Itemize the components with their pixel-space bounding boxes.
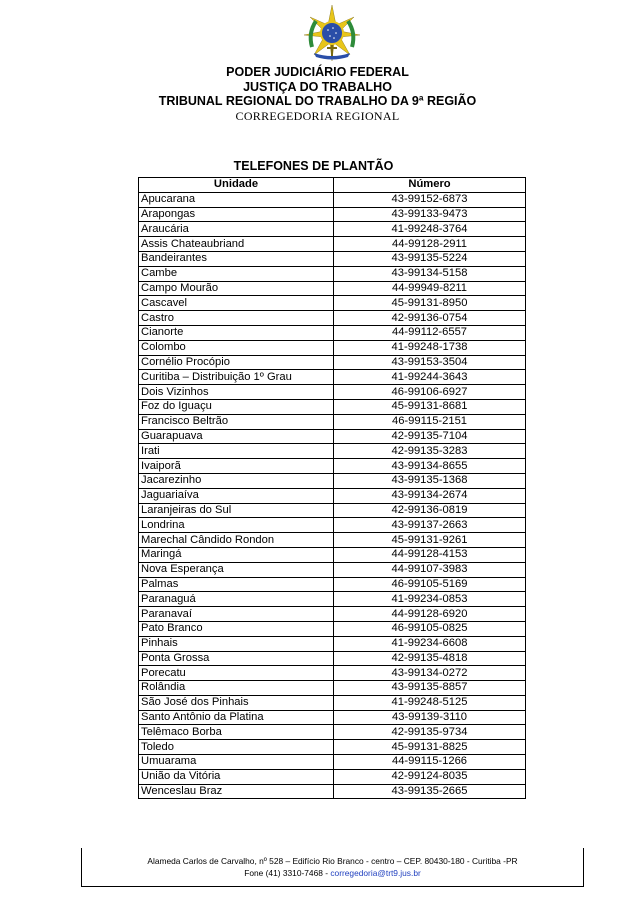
- number-cell: 41-99244-3643: [334, 370, 526, 385]
- number-cell: 43-99134-2674: [334, 488, 526, 503]
- table-row: [139, 266, 526, 281]
- unit-cell: Londrina: [139, 518, 334, 533]
- unit-cell: São José dos Pinhais: [139, 695, 334, 710]
- document-title: TELEFONES DE PLANTÃO: [233, 159, 394, 173]
- unit-cell: Rolândia: [139, 681, 334, 696]
- table-row: [139, 444, 526, 459]
- unit-cell: Apucarana: [139, 192, 334, 207]
- number-cell: 44-99128-6920: [334, 607, 526, 622]
- unit-cell: Dois Vizinhos: [139, 385, 334, 400]
- number-cell: 45-99131-8825: [334, 740, 526, 755]
- number-cell: 43-99134-5158: [334, 266, 526, 281]
- unit-cell: Palmas: [139, 577, 334, 592]
- table-row: [139, 503, 526, 518]
- number-cell: 44-99128-4153: [334, 547, 526, 562]
- unit-cell: Jaguariaíva: [139, 488, 334, 503]
- table-row: [139, 370, 526, 385]
- number-cell: 42-99135-3283: [334, 444, 526, 459]
- footer-address: Alameda Carlos de Carvalho, nº 528 – Edifício Rio Branco - centro – CEP. 80430-180 - Curitiba -PR: [147, 856, 518, 866]
- table-row: [139, 251, 526, 266]
- unit-cell: Irati: [139, 444, 334, 459]
- number-cell: 45-99131-9261: [334, 533, 526, 548]
- table-row: [139, 592, 526, 607]
- number-cell: 45-99131-8681: [334, 399, 526, 414]
- unit-cell: Curitiba – Distribuição 1º Grau: [139, 370, 334, 385]
- number-cell: 42-99135-7104: [334, 429, 526, 444]
- header-line-3: TRIBUNAL REGIONAL DO TRABALHO DA 9ª REGIÃO: [158, 94, 477, 108]
- table-row: [139, 533, 526, 548]
- footer-email-link[interactable]: corregedoria@trt9.jus.br: [330, 868, 421, 878]
- number-cell: 42-99124-8035: [334, 769, 526, 784]
- unit-cell: Castro: [139, 311, 334, 326]
- column-header-number: Número: [334, 178, 526, 193]
- unit-cell: Marechal Cândido Rondon: [139, 533, 334, 548]
- number-cell: 46-99105-0825: [334, 621, 526, 636]
- number-cell: 43-99135-1368: [334, 473, 526, 488]
- unit-cell: Guarapuava: [139, 429, 334, 444]
- number-cell: 44-99107-3983: [334, 562, 526, 577]
- number-cell: 44-99112-6557: [334, 325, 526, 340]
- brazil-coat-of-arms-icon: [302, 3, 362, 63]
- table-row: [139, 340, 526, 355]
- table-row: [139, 207, 526, 222]
- unit-cell: Pato Branco: [139, 621, 334, 636]
- table-row: [139, 518, 526, 533]
- number-cell: 43-99134-0272: [334, 666, 526, 681]
- table-row: [139, 459, 526, 474]
- number-cell: 44-99115-1266: [334, 755, 526, 770]
- table-row: [139, 607, 526, 622]
- table-row: [139, 325, 526, 340]
- table-row: [139, 681, 526, 696]
- unit-cell: Arapongas: [139, 207, 334, 222]
- unit-cell: Wenceslau Braz: [139, 784, 334, 799]
- unit-cell: Cornélio Procópio: [139, 355, 334, 370]
- table-row: [139, 621, 526, 636]
- unit-cell: Paranaguá: [139, 592, 334, 607]
- phone-table: [138, 177, 526, 799]
- unit-cell: Toledo: [139, 740, 334, 755]
- number-cell: 42-99135-9734: [334, 725, 526, 740]
- unit-cell: Pinhais: [139, 636, 334, 651]
- unit-cell: Bandeirantes: [139, 251, 334, 266]
- document-header: [0, 65, 627, 123]
- table-row: [139, 399, 526, 414]
- unit-cell: União da Vitória: [139, 769, 334, 784]
- table-row: [139, 488, 526, 503]
- unit-cell: Maringá: [139, 547, 334, 562]
- number-cell: 43-99135-2665: [334, 784, 526, 799]
- number-cell: 41-99248-5125: [334, 695, 526, 710]
- unit-cell: Ponta Grossa: [139, 651, 334, 666]
- number-cell: 42-99136-0754: [334, 311, 526, 326]
- number-cell: 42-99136-0819: [334, 503, 526, 518]
- table-row: [139, 192, 526, 207]
- table-row: [139, 281, 526, 296]
- column-header-unit: Unidade: [139, 178, 334, 193]
- document-footer: [81, 848, 584, 887]
- unit-cell: Laranjeiras do Sul: [139, 503, 334, 518]
- unit-cell: Foz do Iguaçu: [139, 399, 334, 414]
- unit-cell: Nova Esperança: [139, 562, 334, 577]
- number-cell: 41-99234-6608: [334, 636, 526, 651]
- unit-cell: Ivaiporã: [139, 459, 334, 474]
- table-row: [139, 414, 526, 429]
- unit-cell: Cambe: [139, 266, 334, 281]
- number-cell: 43-99153-3504: [334, 355, 526, 370]
- table-row: [139, 740, 526, 755]
- table-row: [139, 429, 526, 444]
- unit-cell: Assis Chateaubriand: [139, 237, 334, 252]
- unit-cell: Francisco Beltrão: [139, 414, 334, 429]
- table-row: [139, 636, 526, 651]
- unit-cell: Cianorte: [139, 325, 334, 340]
- number-cell: 43-99135-5224: [334, 251, 526, 266]
- table-row: [139, 695, 526, 710]
- table-row: [139, 385, 526, 400]
- unit-cell: Araucária: [139, 222, 334, 237]
- table-body: [139, 192, 526, 799]
- unit-cell: Cascavel: [139, 296, 334, 311]
- table-row: [139, 755, 526, 770]
- header-line-2: JUSTIÇA DO TRABALHO: [243, 79, 392, 94]
- number-cell: 41-99234-0853: [334, 592, 526, 607]
- number-cell: 42-99135-4818: [334, 651, 526, 666]
- number-cell: 41-99248-3764: [334, 222, 526, 237]
- unit-cell: Porecatu: [139, 666, 334, 681]
- table-header-row: [139, 178, 526, 193]
- table-row: [139, 311, 526, 326]
- footer-contact: [82, 868, 583, 878]
- table-row: [139, 547, 526, 562]
- table-row: [139, 222, 526, 237]
- unit-cell: Umuarama: [139, 755, 334, 770]
- number-cell: 43-99133-9473: [334, 207, 526, 222]
- table-row: [139, 769, 526, 784]
- number-cell: 43-99135-8857: [334, 681, 526, 696]
- header-line-1: PODER JUDICIÁRIO FEDERAL: [226, 65, 409, 79]
- table-row: [139, 577, 526, 592]
- table-row: [139, 296, 526, 311]
- number-cell: 44-99128-2911: [334, 237, 526, 252]
- table-row: [139, 473, 526, 488]
- unit-cell: Campo Mourão: [139, 281, 334, 296]
- unit-cell: Telêmaco Borba: [139, 725, 334, 740]
- number-cell: 43-99152-6873: [334, 192, 526, 207]
- table-row: [139, 784, 526, 799]
- table-row: [139, 651, 526, 666]
- header-line-4: CORREGEDORIA REGIONAL: [235, 108, 400, 123]
- unit-cell: Paranavaí: [139, 607, 334, 622]
- number-cell: 45-99131-8950: [334, 296, 526, 311]
- number-cell: 44-99949-8211: [334, 281, 526, 296]
- table-row: [139, 725, 526, 740]
- unit-cell: Colombo: [139, 340, 334, 355]
- number-cell: 46-99115-2151: [334, 414, 526, 429]
- table-row: [139, 562, 526, 577]
- unit-cell: Santo Antônio da Platina: [139, 710, 334, 725]
- table-row: [139, 355, 526, 370]
- footer-phone: Fone (41) 3310-7468 -: [244, 868, 329, 878]
- number-cell: 41-99248-1738: [334, 340, 526, 355]
- number-cell: 46-99106-6927: [334, 385, 526, 400]
- table-row: [139, 237, 526, 252]
- number-cell: 46-99105-5169: [334, 577, 526, 592]
- number-cell: 43-99139-3110: [334, 710, 526, 725]
- table-row: [139, 666, 526, 681]
- table-row: [139, 710, 526, 725]
- number-cell: 43-99134-8655: [334, 459, 526, 474]
- unit-cell: Jacarezinho: [139, 473, 334, 488]
- number-cell: 43-99137-2663: [334, 518, 526, 533]
